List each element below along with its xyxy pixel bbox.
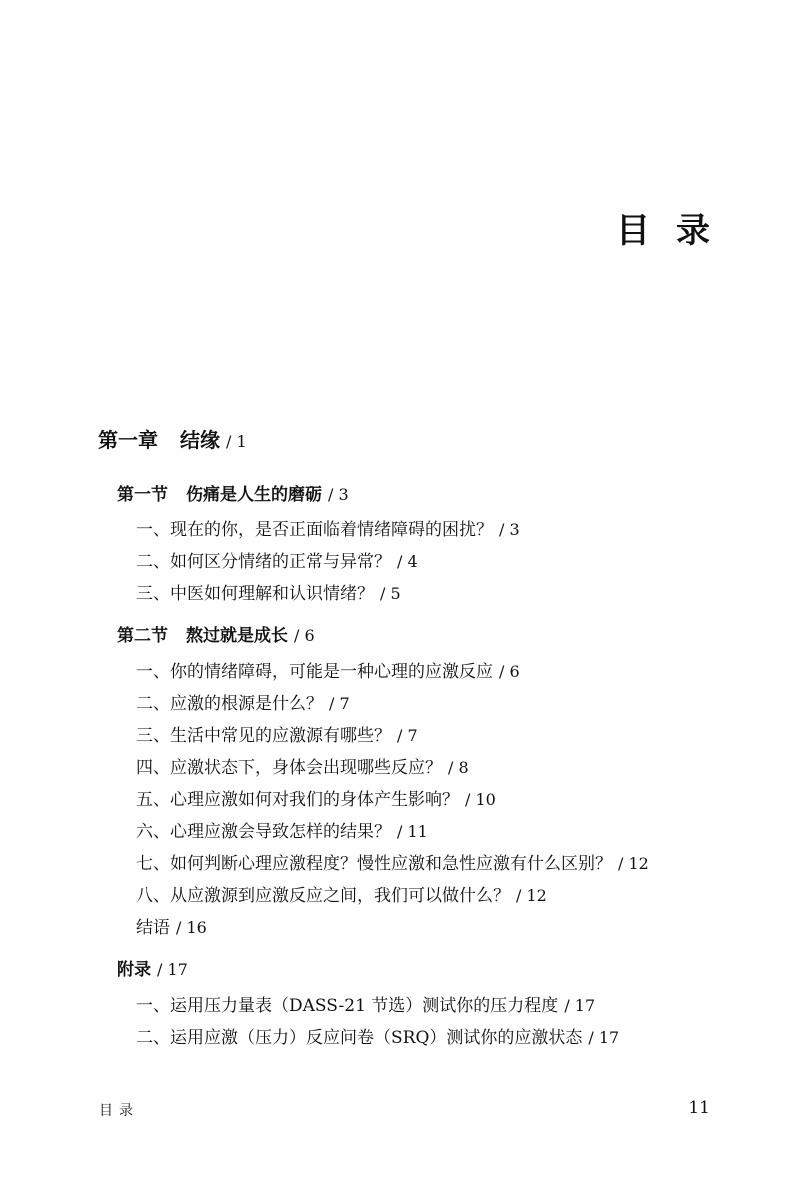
item-text: 二、如何区分情绪的正常与异常？ — [136, 552, 391, 572]
toc-item[interactable] — [136, 696, 350, 713]
item-text: 一、你的情绪障碍，可能是一种心理的应激反应 — [136, 662, 493, 682]
item-text: 三、生活中常见的应激源有哪些？ — [136, 726, 391, 746]
toc-section-1[interactable] — [117, 487, 349, 504]
page-ref: / 4 — [397, 552, 418, 571]
section-number: 第一节 — [117, 485, 168, 505]
toc-appendix[interactable] — [117, 962, 188, 979]
toc-item[interactable] — [136, 824, 428, 841]
item-text: 结语 — [136, 918, 170, 938]
section-name: 伤痛是人生的磨砺 — [186, 485, 322, 505]
page-ref: / 5 — [380, 584, 401, 603]
toc-item[interactable] — [136, 856, 649, 873]
item-text: 四、应激状态下，身体会出现哪些反应？ — [136, 758, 442, 778]
toc-item[interactable] — [136, 586, 401, 603]
toc-item[interactable] — [136, 664, 520, 681]
item-text: 六、心理应激会导致怎样的结果？ — [136, 822, 391, 842]
page-ref: / 3 — [499, 520, 520, 539]
page-number: 11 — [688, 1098, 710, 1118]
chapter-number: 第一章 — [98, 428, 158, 452]
page-ref: / 10 — [465, 790, 496, 809]
chapter-name: 结缘 — [180, 428, 220, 452]
toc-chapter-1[interactable] — [98, 430, 247, 450]
page-ref: / 17 — [588, 1028, 620, 1047]
toc-item[interactable] — [136, 522, 520, 539]
page-ref: / 1 — [226, 432, 247, 451]
page-ref: / 17 — [157, 960, 188, 979]
page-title: 目录 — [616, 211, 736, 251]
page-ref: / 16 — [176, 918, 207, 937]
page-ref: / 12 — [516, 886, 547, 905]
item-text: 二、应激的根源是什么？ — [136, 694, 323, 714]
page-ref: / 6 — [294, 626, 315, 645]
toc-item[interactable] — [136, 760, 469, 777]
toc-item[interactable] — [136, 920, 207, 937]
item-text: 八、从应激源到应激反应之间，我们可以做什么？ — [136, 886, 510, 906]
item-text: 三、中医如何理解和认识情绪？ — [136, 584, 374, 604]
section-number: 第二节 — [117, 626, 168, 646]
toc-section-2[interactable] — [117, 628, 315, 645]
item-text: 七、如何判断心理应激程度？慢性应激和急性应激有什么区别？ — [136, 854, 612, 874]
page-ref: / 11 — [397, 822, 428, 841]
running-title: 目录 — [99, 1103, 139, 1119]
appendix-name: 附录 — [117, 960, 151, 980]
toc-item[interactable] — [136, 888, 547, 905]
item-text: 二、运用应激（压力）反应问卷（SRQ）测试你的应激状态 — [136, 1028, 583, 1048]
toc-item[interactable] — [136, 1030, 619, 1047]
page-ref: / 7 — [329, 694, 350, 713]
page-ref: / 12 — [618, 854, 649, 873]
section-name: 熬过就是成长 — [186, 626, 288, 646]
page-ref: / 8 — [448, 758, 469, 777]
item-text: 五、心理应激如何对我们的身体产生影响？ — [136, 790, 459, 810]
toc-item[interactable] — [136, 792, 496, 809]
toc-item[interactable] — [136, 728, 418, 745]
page-ref: / 7 — [397, 726, 418, 745]
page-ref: / 17 — [564, 996, 596, 1015]
item-text: 一、运用压力量表（DASS-21 节选）测试你的压力程度 — [136, 996, 559, 1016]
page-ref: / 3 — [328, 485, 349, 504]
item-text: 一、现在的你，是否正面临着情绪障碍的困扰？ — [136, 520, 493, 540]
page-ref: / 6 — [499, 662, 520, 681]
toc-item[interactable] — [136, 998, 595, 1015]
toc-item[interactable] — [136, 554, 418, 571]
